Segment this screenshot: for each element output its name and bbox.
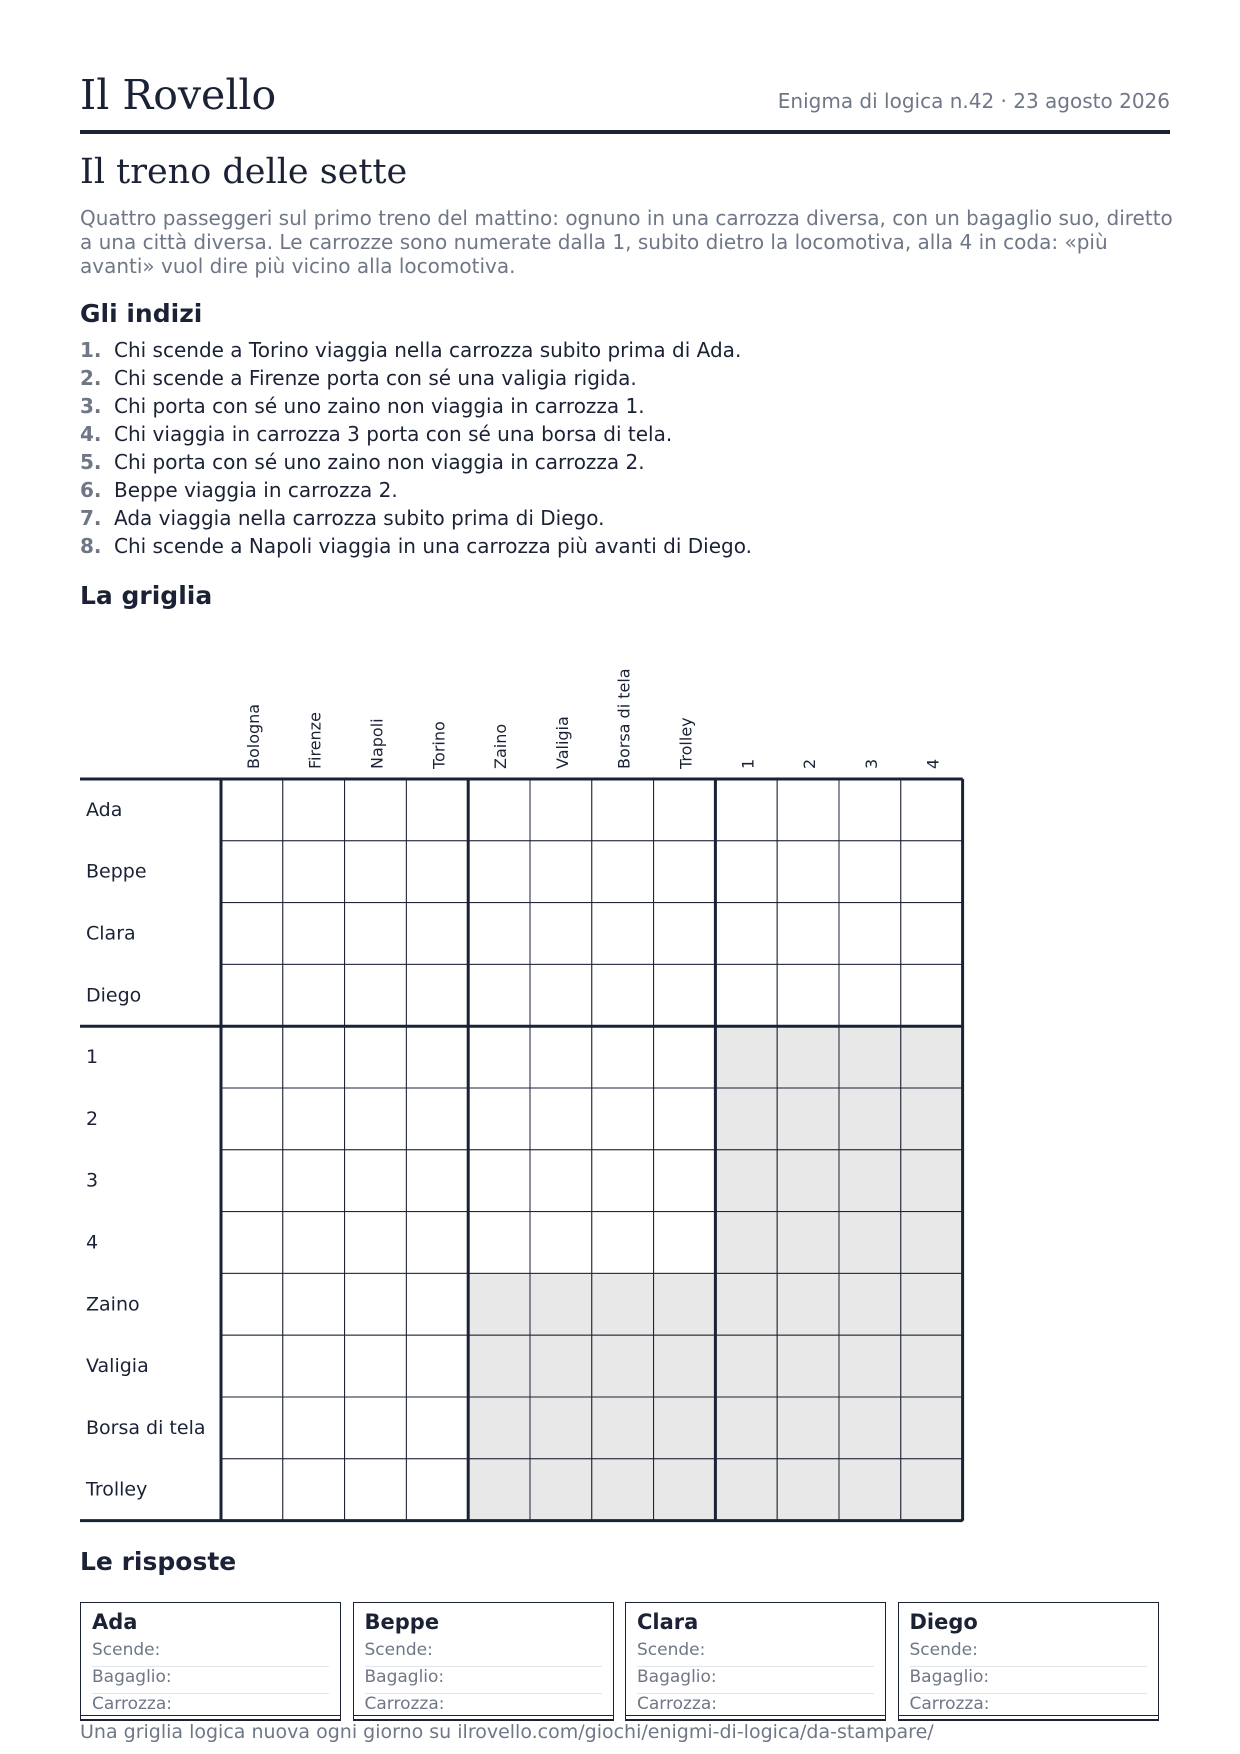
grid-cell[interactable] [654,841,716,903]
clue-text: Chi scende a Torino viaggia nella carrozza subito prima di Ada. [114,338,742,362]
grid-cell-shaded [901,1459,963,1521]
grid-cell[interactable] [283,1212,345,1274]
grid-cell[interactable] [406,779,468,841]
grid-cell[interactable] [592,841,654,903]
grid-cell-shaded [839,1150,901,1212]
grid-column-label: Zaino [491,723,511,769]
grid-cell[interactable] [468,1088,530,1150]
grid-cell-shaded [654,1397,716,1459]
grid-cell-shaded [715,1335,777,1397]
grid-cell[interactable] [901,964,963,1026]
clue-number: 7. [80,506,102,530]
clues-heading: Gli indizi [80,299,203,328]
grid-cell-shaded [839,1088,901,1150]
grid-cell[interactable] [221,1397,283,1459]
issue-info: Enigma di logica n.42 · 23 agosto 2026 [777,89,1170,113]
grid-row-label: Trolley [86,1478,148,1501]
grid-cell-shaded [592,1397,654,1459]
grid-cell-shaded [901,1212,963,1274]
grid-cell[interactable] [468,841,530,903]
grid-cell[interactable] [283,1397,345,1459]
grid-row-label: 1 [86,1046,99,1069]
grid-cell-shaded [530,1397,592,1459]
grid-cell[interactable] [406,1459,468,1521]
grid-cell[interactable] [345,1459,407,1521]
grid-cell-shaded [468,1335,530,1397]
grid-cell-shaded [715,1088,777,1150]
grid-cell-shaded [777,1335,839,1397]
grid-cell[interactable] [406,1026,468,1088]
grid-cell-shaded [468,1273,530,1335]
grid-cell[interactable] [221,841,283,903]
grid-cell[interactable] [777,903,839,965]
grid-cell[interactable] [345,903,407,965]
grid-cell[interactable] [715,779,777,841]
grid-cell[interactable] [777,964,839,1026]
grid-cell[interactable] [777,841,839,903]
answer-card [898,1602,1159,1716]
grid-cell[interactable] [221,1335,283,1397]
grid-cell[interactable] [592,779,654,841]
grid-cell[interactable] [468,1150,530,1212]
grid-cell[interactable] [345,841,407,903]
clue-text: Chi scende a Firenze porta con sé una valigia rigida. [114,366,637,390]
brand-title: Il Rovello [80,71,277,119]
grid-cell-shaded [839,1397,901,1459]
puzzle-intro: Quattro passeggeri sul primo treno del mattino: ognuno in una carrozza diversa, con un bagaglio suo, diretto a una città diversa. Le carrozze sono numerate dalla 1, subito dietro la locomotiva, alla 4 in coda: «più avanti» vuol dire più vicino alla locomotiva. [80,206,1173,278]
answer-card-name: Diego [909,1610,978,1634]
answer-field[interactable]: Bagaglio: [637,1666,874,1694]
grid-cell[interactable] [901,903,963,965]
grid-cell[interactable] [283,903,345,965]
clue-number: 8. [80,534,102,558]
grid-cell[interactable] [839,841,901,903]
grid-cell[interactable] [530,903,592,965]
grid-cell-shaded [715,1397,777,1459]
grid-cell[interactable] [530,1088,592,1150]
grid-cell[interactable] [283,1150,345,1212]
grid-cell[interactable] [715,964,777,1026]
grid-cell[interactable] [406,1088,468,1150]
answer-field[interactable]: Scende: [365,1639,602,1667]
answer-field[interactable]: Scende: [637,1639,874,1667]
grid-cell-shaded [777,1088,839,1150]
grid-column-label: Napoli [367,718,387,769]
grid-cell[interactable] [221,1150,283,1212]
grid-row-label: 3 [86,1169,99,1192]
answer-field[interactable]: Carrozza: [909,1694,990,1714]
grid-cell[interactable] [715,903,777,965]
answer-card [625,1602,886,1716]
grid-cell-shaded [901,1273,963,1335]
grid-cell-shaded [901,1026,963,1088]
grid-cell-shaded [777,1459,839,1521]
clue-text: Chi porta con sé uno zaino non viaggia in carrozza 2. [114,450,645,474]
grid-cell-shaded [654,1335,716,1397]
grid-cell[interactable] [839,903,901,965]
grid-column-label: Torino [429,721,449,769]
grid-cell-shaded [715,1026,777,1088]
grid-cell[interactable] [283,841,345,903]
grid-cell-shaded [715,1212,777,1274]
grid-cell-shaded [839,1212,901,1274]
grid-cell[interactable] [839,964,901,1026]
answer-field[interactable]: Bagaglio: [92,1666,329,1694]
answers-heading: Le risposte [80,1547,237,1576]
grid-cell[interactable] [592,1212,654,1274]
grid-cell[interactable] [839,779,901,841]
grid-cell[interactable] [468,779,530,841]
grid-row-label: Diego [86,984,142,1007]
answer-field[interactable]: Carrozza: [637,1694,717,1714]
grid-column-label: Bologna [243,703,263,769]
grid-cell[interactable] [654,1212,716,1274]
grid-cell[interactable] [345,1212,407,1274]
grid-cell-shaded [839,1026,901,1088]
grid-cell[interactable] [283,1273,345,1335]
grid-cell[interactable] [345,1150,407,1212]
grid-cell[interactable] [406,1397,468,1459]
answer-field[interactable]: Bagaglio: [910,1666,1147,1694]
grid-cell-shaded [654,1273,716,1335]
grid-row-label: Clara [86,922,136,945]
clue-text: Beppe viaggia in carrozza 2. [114,478,398,502]
answer-card-name: Clara [637,1610,699,1634]
grid-cell[interactable] [283,779,345,841]
grid-cell[interactable] [530,779,592,841]
grid-column-label: Valigia [552,716,572,769]
grid-row-label: 4 [86,1231,99,1254]
answer-field[interactable]: Carrozza: [364,1694,445,1714]
grid-cell[interactable] [654,903,716,965]
footer-note: Una griglia logica nuova ogni giorno su ilrovello.com/giochi/enigmi-di-logica/da-stampare/ [80,1721,934,1743]
grid-cell[interactable] [715,841,777,903]
grid-cell-shaded [777,1150,839,1212]
answer-card-name: Beppe [364,1610,440,1634]
grid-cell[interactable] [221,1026,283,1088]
grid-heading: La griglia [80,581,213,610]
answer-field[interactable]: Carrozza: [92,1694,172,1714]
grid-cell-shaded [777,1026,839,1088]
grid-cell[interactable] [283,1088,345,1150]
grid-cell-shaded [715,1273,777,1335]
grid-cell[interactable] [777,779,839,841]
grid-cell[interactable] [406,964,468,1026]
grid-cell-shaded [592,1335,654,1397]
grid-row-label: Ada [86,798,123,821]
grid-cell-shaded [715,1150,777,1212]
answer-field[interactable]: Scende: [910,1639,1147,1667]
clue-number: 4. [80,422,102,446]
grid-column-label: Firenze [305,712,325,769]
answer-field[interactable]: Scende: [92,1639,329,1667]
grid-cell[interactable] [901,841,963,903]
clue-number: 5. [80,450,102,474]
grid-cell-shaded [530,1273,592,1335]
grid-cell[interactable] [221,903,283,965]
grid-cell-shaded [530,1459,592,1521]
grid-cell[interactable] [345,1273,407,1335]
grid-cell[interactable] [345,779,407,841]
clue-number: 3. [80,394,102,418]
answer-card [80,1602,341,1716]
grid-cell[interactable] [530,841,592,903]
grid-column-label: Borsa di tela [614,668,634,769]
grid-column-label: 4 [923,758,943,769]
grid-cell[interactable] [406,1273,468,1335]
grid-cell-shaded [654,1459,716,1521]
grid-row-label: Borsa di tela [86,1416,206,1439]
grid-cell[interactable] [468,964,530,1026]
grid-cell-shaded [901,1335,963,1397]
grid-cell[interactable] [654,779,716,841]
grid-cell[interactable] [530,964,592,1026]
grid-cell-shaded [777,1212,839,1274]
grid-cell[interactable] [221,1088,283,1150]
grid-cell[interactable] [654,1088,716,1150]
grid-cell[interactable] [468,1212,530,1274]
grid-column-label: 3 [861,758,881,769]
grid-cell-shaded [901,1397,963,1459]
clue-number: 1. [80,338,102,362]
answer-card [353,1602,614,1716]
grid-row-label: 2 [86,1107,99,1130]
grid-cell-shaded [839,1335,901,1397]
grid-cell[interactable] [283,964,345,1026]
grid-cell[interactable] [221,779,283,841]
grid-cell-shaded [592,1273,654,1335]
grid-cell[interactable] [345,1335,407,1397]
answer-field[interactable]: Bagaglio: [365,1666,602,1694]
grid-cell[interactable] [654,964,716,1026]
grid-cell[interactable] [592,964,654,1026]
grid-cell[interactable] [530,1212,592,1274]
puzzle-title: Il treno delle sette [80,152,408,192]
grid-cell-shaded [777,1273,839,1335]
clue-text: Chi viaggia in carrozza 3 porta con sé una borsa di tela. [114,422,673,446]
grid-cell[interactable] [654,1026,716,1088]
grid-cell-shaded [839,1459,901,1521]
grid-cell[interactable] [221,1212,283,1274]
grid-cell[interactable] [345,1088,407,1150]
grid-cell-shaded [839,1273,901,1335]
clue-text: Chi scende a Napoli viaggia in una carrozza più avanti di Diego. [114,534,752,558]
grid-cell[interactable] [283,1459,345,1521]
grid-cell[interactable] [221,964,283,1026]
answer-card-name: Ada [92,1610,138,1634]
grid-column-label: 1 [738,758,758,769]
answer-cards [80,1602,1170,1718]
grid-column-label: Trolley [676,717,696,769]
grid-cell[interactable] [468,903,530,965]
grid-cell[interactable] [592,1088,654,1150]
grid-cell[interactable] [345,1026,407,1088]
grid-cell-shaded [592,1459,654,1521]
grid-cell[interactable] [530,1026,592,1088]
grid-cell[interactable] [406,1150,468,1212]
grid-row-label: Valigia [86,1355,149,1378]
grid-cell-shaded [530,1335,592,1397]
grid-cell[interactable] [406,903,468,965]
grid-cell-shaded [777,1397,839,1459]
grid-cell[interactable] [221,1273,283,1335]
grid-cell-shaded [468,1397,530,1459]
grid-cell[interactable] [345,964,407,1026]
grid-cell-shaded [901,1088,963,1150]
grid-cell[interactable] [406,841,468,903]
clue-number: 6. [80,478,102,502]
grid-row-label: Zaino [86,1293,140,1316]
grid-cell-shaded [901,1150,963,1212]
clue-number: 2. [80,366,102,390]
grid-cell[interactable] [406,1335,468,1397]
grid-row-label: Beppe [86,860,147,883]
grid-cell[interactable] [901,779,963,841]
grid-cell[interactable] [345,1397,407,1459]
grid-cell[interactable] [283,1335,345,1397]
clue-text: Chi porta con sé uno zaino non viaggia in carrozza 1. [114,394,645,418]
grid-cell[interactable] [592,1026,654,1088]
clue-text: Ada viaggia nella carrozza subito prima di Diego. [114,506,605,530]
grid-cell[interactable] [592,1150,654,1212]
grid-cell[interactable] [221,1459,283,1521]
grid-cell[interactable] [468,1026,530,1088]
grid-cell[interactable] [530,1150,592,1212]
grid-cell-shaded [715,1459,777,1521]
grid-cell[interactable] [283,1026,345,1088]
grid-cell[interactable] [406,1212,468,1274]
grid-cell[interactable] [654,1150,716,1212]
grid-cell[interactable] [592,903,654,965]
grid-column-label: 2 [800,758,820,769]
grid-cell-shaded [468,1459,530,1521]
